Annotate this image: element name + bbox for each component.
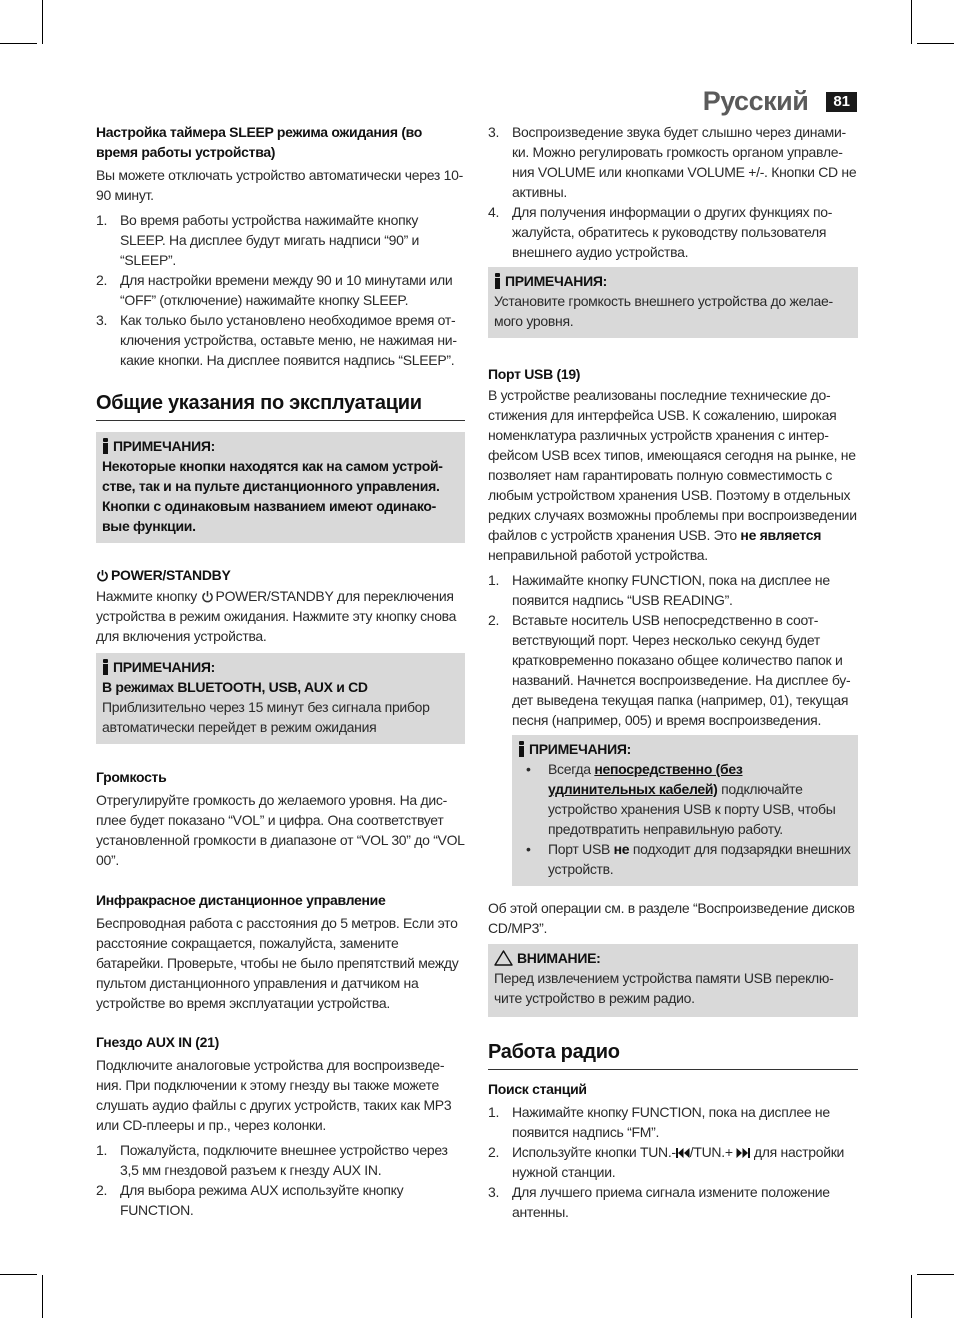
sleep-title: Настройка таймера SLEEP режима ожидания (во время работы устройства) <box>96 124 423 160</box>
note-box <box>512 735 858 886</box>
note-text: Приблизительно через 15 минут без сигнала прибор автоматически перейдет в режим ожидания <box>102 699 430 735</box>
usb-text: В устройстве реализованы последние технические достижения для интерфейса USB. К сожалению, широкая номенклатура различных устройств хранения с интерфейсом USB всех типов, имеющаяся сегодня на рынке, не позволяет нам гарантировать полную совместимость с любым устройством хранения USB. Поэтому в отдельных редких случаях возможны проблемы при воспроизведении файлов с устройств хранения USB. Это не является неправильной работой устройства. <box>488 387 857 563</box>
note-bullets <box>518 759 852 879</box>
list-item: 2. Для настройки времени между 90 и 10 минутами или “OFF” (отключение) нажимайте кнопку SLEEP. <box>96 272 453 308</box>
skip-forward-icon <box>736 1147 750 1159</box>
crop-mark <box>911 0 912 44</box>
section-heading-radio: Работа радио <box>488 1039 858 1070</box>
crop-mark <box>917 43 954 44</box>
warning-icon <box>494 950 513 966</box>
power-title: POWER/STANDBY <box>96 565 465 585</box>
section-heading-general: Общие указания по эксплуатации <box>96 390 465 421</box>
list-item: 1. Нажимайте кнопку FUNCTION, пока на дисплее не появится надпись “USB READING”. <box>488 572 830 608</box>
power-icon <box>201 590 214 603</box>
skip-back-icon <box>676 1147 690 1159</box>
crop-mark <box>0 43 37 44</box>
radio-steps <box>488 1102 858 1222</box>
aux-text: Подключите аналоговые устройства для воспроизведения. При подключении к этому гнезду вы также можете слушать аудио файлы с других устройств, таких как MP3 или CD-плееры и пр., через колонки. <box>96 1057 452 1133</box>
crop-mark <box>42 1275 43 1318</box>
crop-mark <box>917 1274 954 1275</box>
note-box <box>96 432 465 543</box>
page-number: 81 <box>826 92 857 112</box>
aux-steps-continued <box>488 122 858 262</box>
list-item: • Порт USB не подходит для подзарядки внешних устройств. <box>526 841 851 877</box>
list-item: 2. Используйте кнопки TUN.- /TUN.+ для настройки нужной станции. <box>488 1144 845 1180</box>
ir-text: Беспроводная работа с расстояния до 5 метров. Если это расстояние сокращается, пожалуйста, замените батарейки. Проверьте, чтобы не было препятствий между пультом дистанционного управления и датчиком на устройстве во время эксплуатации устройства. <box>96 915 459 1011</box>
info-icon <box>494 273 501 289</box>
power-text: Нажмите кнопку POWER/STANDBY для переключения устройства в режим ожидания. Нажмите эту кнопку снова для включения устройства. <box>96 588 457 644</box>
info-icon <box>102 438 109 454</box>
note-header: ПРИМЕЧАНИЯ: <box>102 436 459 456</box>
note-header: ПРИМЕЧАНИЯ: <box>518 739 852 759</box>
note-text: Некоторые кнопки находятся как на самом устройстве, так и на пульте дистанционного управления. Кнопки с одинаковым названием имеют одинаковые функции. <box>102 458 443 534</box>
note-header: ПРИМЕЧАНИЯ: <box>102 657 459 677</box>
volume-text: Отрегулируйте громкость до желаемого уровня. На дисплее будет показано “VOL” и цифра. Она соответствует установленной громкости в диапазоне от “VOL 30” до “VOL 00”. <box>96 792 465 868</box>
list-item: 2. Для выбора режима AUX используйте кнопку FUNCTION. <box>96 1182 404 1218</box>
warning-box <box>488 944 858 1017</box>
info-icon <box>518 741 525 757</box>
list-item: 1. Во время работы устройства нажимайте кнопку SLEEP. На дисплее будут мигать надписи “90” и “SLEEP”. <box>96 212 420 268</box>
warning-text: Перед извлечением устройства памяти USB переключите устройство в режим радио. <box>494 970 834 1006</box>
note-box <box>488 267 858 338</box>
note-text: Установите громкость внешнего устройства до желаемого уровня. <box>494 293 834 329</box>
list-item: 1. Пожалуйста, подключите внешнее устройство через 3,5 мм гнездовой разъем к гнезду AUX IN. <box>96 1142 448 1178</box>
crop-mark <box>911 1275 912 1318</box>
list-item: 4. Для получения информации о других функциях пожалуйста, обратитесь к руководству пользователя внешнего аудио устройства. <box>488 204 833 260</box>
list-item: • Всегда непосредственно (без удлинительных кабелей) подключайте устройство хранения USB к порту USB, чтобы предотвратить неправильную работу. <box>526 761 836 837</box>
language-title: Русский <box>702 86 809 116</box>
right-column <box>488 122 858 1222</box>
note-header: ПРИМЕЧАНИЯ: <box>494 271 852 291</box>
power-icon <box>96 569 109 582</box>
list-item: 3. Как только было установлено необходимое время отключения устройства, оставьте меню, не нажимая никакие кнопки. На дисплее появится надпись “SLEEP”. <box>96 312 457 368</box>
warning-header: ВНИМАНИЕ: <box>494 948 852 968</box>
aux-steps <box>96 1140 465 1220</box>
crop-mark <box>42 0 43 44</box>
list-item: 3. Воспроизведение звука будет слышно через динамики. Можно регулировать громкость органом управления VOLUME или кнопками VOLUME +/-. Кнопки CD не активны. <box>488 124 857 200</box>
note-subtitle: В режимах BLUETOOTH, USB, AUX и CD <box>102 679 368 695</box>
list-item: 2. Вставьте носитель USB непосредственно в соответствующий порт. Через несколько секунд будет кратковременно показано общее количество папок и названий. Начнется воспроизведение. На дисплее будет выведена текущая папка (например, 01), текущая песня (например, 005) и время воспроизведения. <box>488 612 851 728</box>
list-item: 1. Нажимайте кнопку FUNCTION, пока на дисплее не появится надпись “FM”. <box>488 1104 830 1140</box>
page-header <box>703 86 857 117</box>
radio-subtitle: Поиск станций <box>488 1081 587 1097</box>
usb-title: Порт USB (19) <box>488 366 581 382</box>
sleep-steps <box>96 210 465 370</box>
usb-steps <box>488 570 858 730</box>
sleep-intro: Вы можете отключать устройство автоматически через 10- 90 минут. <box>96 167 463 203</box>
ir-title: Инфракрасное дистанционное управление <box>96 892 386 908</box>
left-column <box>96 122 465 1220</box>
list-item: 3. Для лучшего приема сигнала измените положение антенны. <box>488 1184 830 1220</box>
volume-title: Громкость <box>96 769 167 785</box>
aux-title: Гнездо AUX IN (21) <box>96 1034 219 1050</box>
crop-mark <box>0 1274 37 1275</box>
usb-reference: Об этой операции см. в разделе “Воспроизведение дисков CD/MP3”. <box>488 900 855 936</box>
note-box <box>96 653 465 744</box>
info-icon <box>102 659 109 675</box>
